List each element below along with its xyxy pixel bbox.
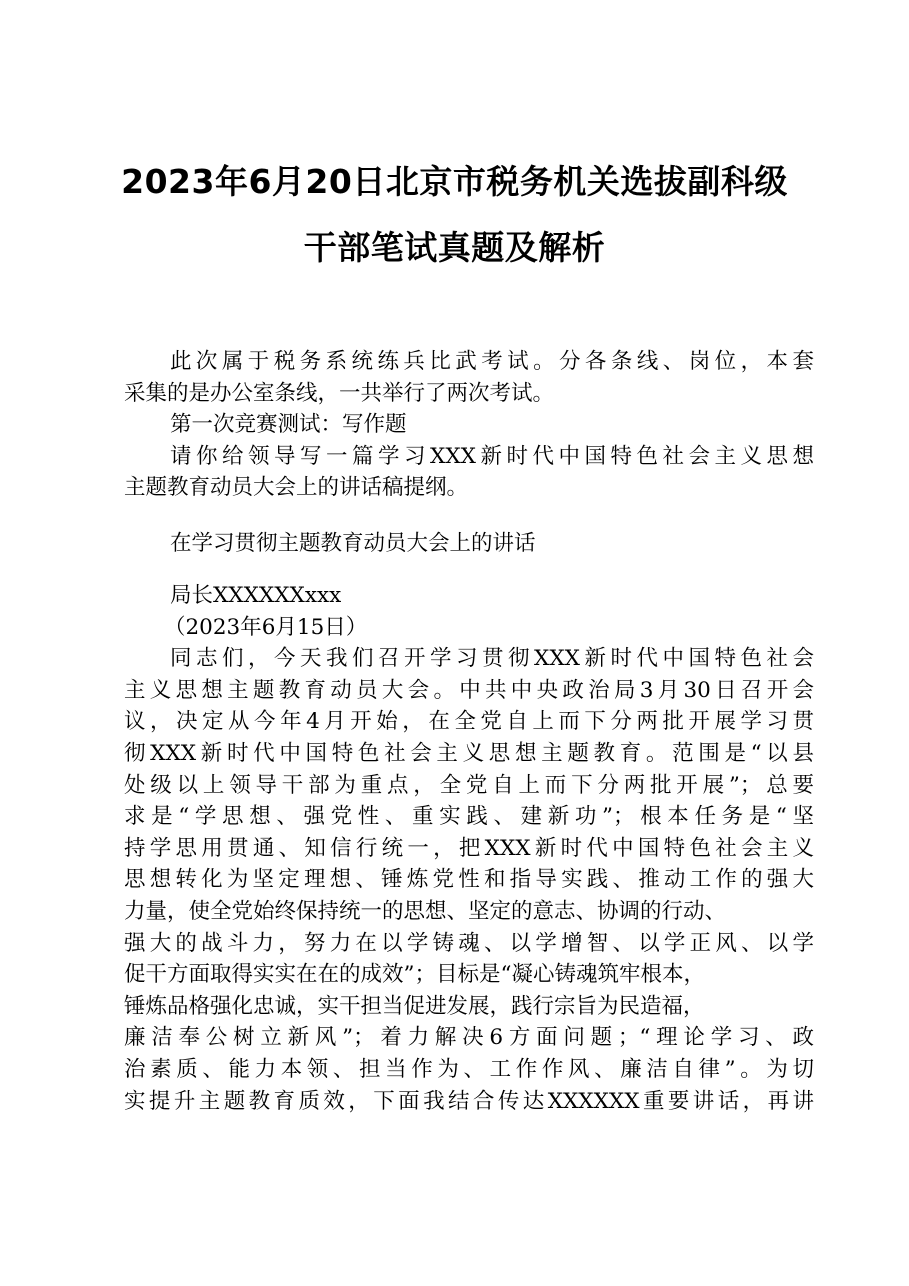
paragraph-line: 锤炼品格强化忠诚，实干担当促进发展，践行宗旨为民造福， xyxy=(124,993,705,1019)
paragraph-line: 彻XXX新时代中国特色社会主义思想主题教育。范围是“以县 xyxy=(124,740,814,766)
paragraph-line: 持学思用贯通、知信行统一，把XXX新时代中国特色社会主义 xyxy=(124,835,814,861)
speech-title-block xyxy=(124,528,814,560)
paragraph-line: 主义思想主题教育动员大会。中共中央政治局3月30日召开会 xyxy=(124,677,814,703)
paragraph-line: 议，决定从今年4月开始，在全党自上而下分两批开展学习贯 xyxy=(124,709,814,735)
paragraph-line: 治素质、能力本领、担当作为、工作作风、廉洁自律”。为切 xyxy=(124,1056,814,1082)
paragraph-line: 实提升主题教育质效，下面我结合传达XXXXXX重要讲话，再讲 xyxy=(124,1088,814,1114)
intro-line: 采集的是办公室条线，一共举行了两次考试。 xyxy=(124,380,555,406)
date-line: （2023年6月15日） xyxy=(164,614,368,640)
paragraph-line: 廉洁奉公树立新风”；着力解决6方面问题；“理论学习、政 xyxy=(124,1025,814,1051)
document-title-line-2: 干部笔试真题及解析 xyxy=(303,228,606,267)
speaker-line: 局长XXXXXXxxx xyxy=(170,583,342,608)
speech-title: 在学习贯彻主题教育动员大会上的讲话 xyxy=(170,531,536,556)
paragraph-line: 求是“学思想、强党性、重实践、建新功”；根本任务是“坚 xyxy=(124,804,814,830)
question-line: 主题教育动员大会上的讲话稿提纲。 xyxy=(124,475,469,501)
paragraph-line: 思想转化为坚定理想、锤炼党性和指导实践、推动工作的强大 xyxy=(124,867,814,893)
speech-body xyxy=(124,580,814,1117)
paragraph-line: 促干方面取得实实在在的成效”；目标是“凝心铸魂筑牢根本， xyxy=(124,962,705,988)
section-heading: 第一次竞赛测试：写作题 xyxy=(170,412,407,438)
paragraph-line: 处级以上领导干部为重点，全党自上而下分两批开展”；总要 xyxy=(124,772,814,798)
question-line: 请你给领导写一篇学习XXX新时代中国特色社会主义思想 xyxy=(170,443,814,469)
intro-line: 此次属于税务系统练兵比武考试。分各条线、岗位，本套 xyxy=(170,349,814,374)
paragraph-line: 力量，使全党始终保持统一的思想、坚定的意志、协调的行动、 xyxy=(124,898,727,924)
document-title-line-1: 2023年6月20日北京市税务机关选拔副科级 xyxy=(121,162,788,201)
intro-paragraph xyxy=(124,346,814,504)
paragraph-line: 同志们，今天我们召开学习贯彻XXX新时代中国特色社会 xyxy=(170,646,814,672)
paragraph-line: 强大的战斗力，努力在以学铸魂、以学增智、以学正风、以学 xyxy=(124,930,814,956)
